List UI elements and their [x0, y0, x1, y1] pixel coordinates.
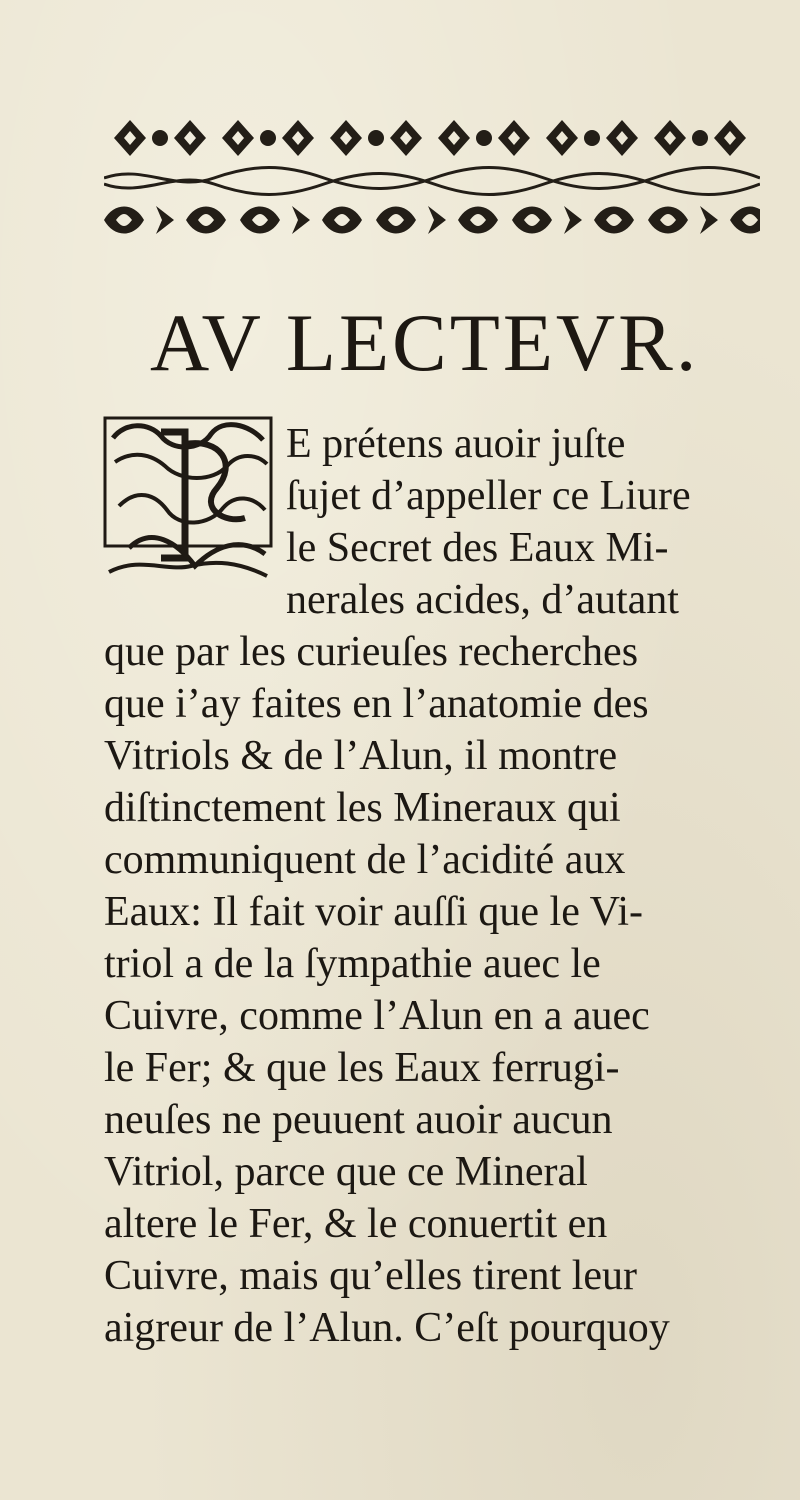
text-line: Cuivre, comme l’Alun en a auec: [104, 993, 650, 1039]
text-line: communiquent de l’acidité aux: [104, 837, 626, 883]
text-line: altere le Fer, & le conuertit en: [104, 1201, 608, 1247]
text-line: E prétens auoir juſte: [286, 421, 626, 467]
text-line: le Secret des Eaux Mi-: [286, 525, 669, 571]
text-line: aigreur de l’Alun. C’eſt pourquoy: [104, 1305, 670, 1351]
text-line: triol a de la ſympathie auec le: [104, 941, 601, 987]
text-line: Vitriol, parce que ce Mineral: [104, 1149, 588, 1195]
text-line: que par les curieuſes recherches: [104, 629, 639, 675]
ornamental-headpiece-icon: [104, 112, 760, 250]
page-title: AV LECTEVR.: [150, 297, 700, 388]
text-line: que i’ay faites en l’anatomie des: [104, 681, 649, 727]
text-line: nerales acides, d’autant: [286, 577, 679, 623]
text-line: Cuivre, mais qu’elles tirent leur: [104, 1253, 638, 1299]
text-line: ſujet d’appeller ce Liure: [286, 473, 691, 519]
text-line: le Fer; & que les Eaux ferrugi-: [104, 1045, 620, 1091]
text-line: neuſes ne peuuent auoir aucun: [104, 1097, 613, 1143]
text-line: Vitriols & de l’Alun, il montre: [104, 733, 618, 779]
text-line: diſtinctement les Mineraux qui: [104, 785, 621, 831]
decorated-initial-icon: [103, 416, 273, 584]
text-line: Eaux: Il fait voir auſſi que le Vi-: [104, 889, 644, 935]
